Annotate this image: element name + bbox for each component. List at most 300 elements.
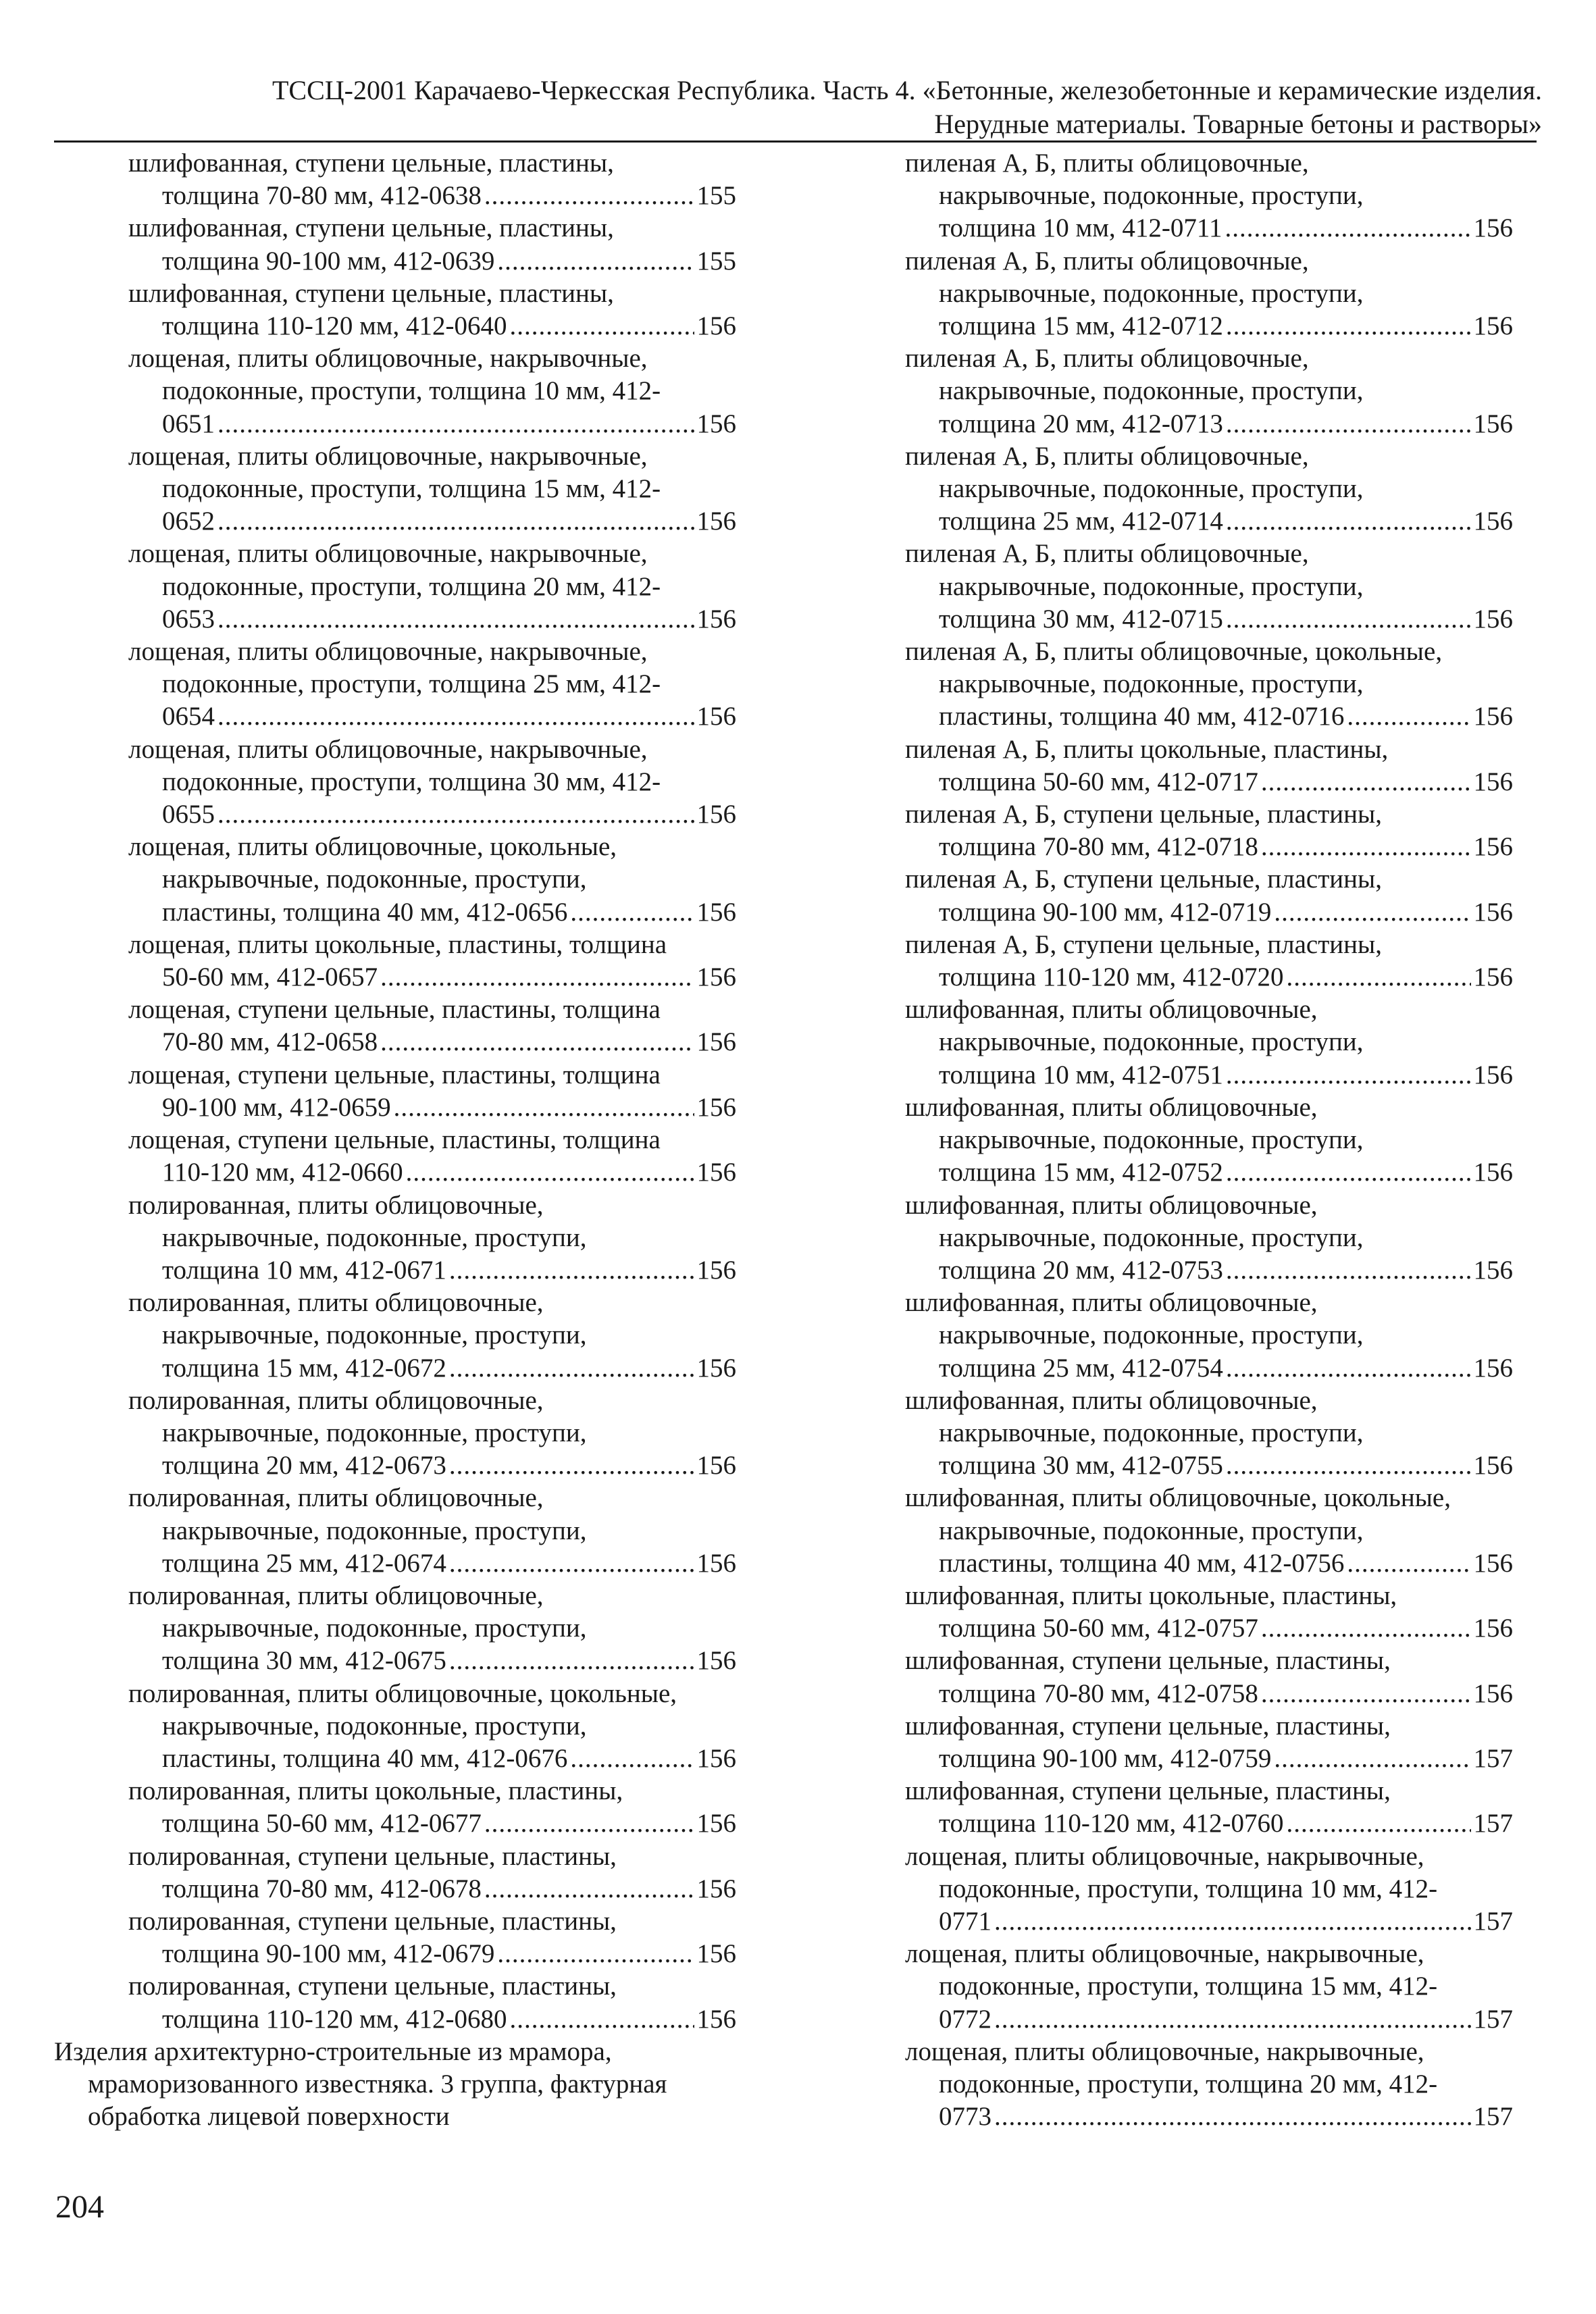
dot-leader [217,408,694,440]
entry-page-number: 156 [1473,604,1513,634]
entry-page-number: 156 [1473,213,1513,243]
index-entry [54,440,736,538]
entry-text: толщина 10 мм, 412-0751 [939,1060,1223,1089]
entry-text: толщина 50-60 мм, 412-0757 [939,1614,1258,1643]
entry-page-number: 156 [696,1255,736,1285]
entry-text: 90-100 мм, 412-0659 [162,1092,391,1122]
dot-leader [1226,408,1471,440]
entry-text: накрывочные, подоконные, проступи, [162,1614,587,1643]
entry-text: толщина 30 мм, 412-0715 [939,604,1223,634]
entry-text: пиленая А, Б, плиты облицовочные, [905,441,1309,471]
entry-text: толщина 30 мм, 412-0675 [162,1646,446,1676]
entry-text: 0654 [162,702,215,731]
entry-text: пиленая А, Б, плиты облицовочные, цокольные, [905,637,1443,667]
dot-leader [1226,1059,1471,1091]
dot-leader [509,310,694,342]
dot-leader [570,896,694,929]
entry-last-line [905,2003,1513,2036]
dot-leader [497,245,694,278]
dot-leader [994,1905,1471,1938]
dot-leader [1347,700,1470,733]
entry-page-number: 156 [696,1939,736,1969]
entry-last-line [905,212,1513,245]
dot-leader [217,505,694,538]
entry-last-line [905,1059,1513,1091]
entry-page-number: 156 [696,507,736,536]
dot-leader [484,1873,694,1905]
entry-text: пиленая А, Б, плиты цокольные, пластины, [905,734,1389,764]
dot-leader [509,2003,694,2036]
entry-text: лощеная, плиты облицовочные, накрывочные, [905,1841,1424,1871]
entry-text: пиленая А, Б, ступени цельные, пластины, [905,865,1382,894]
entry-text: подоконные, проступи, толщина 25 мм, 412- [162,669,661,699]
dot-leader [380,1026,694,1058]
entry-text: лощеная, ступени цельные, пластины, толщина [128,1125,661,1155]
entry-text: толщина 15 мм, 412-0712 [939,311,1223,341]
entry-page-number: 157 [1473,1743,1513,1773]
entry-text: накрывочные, подоконные, проступи, [939,571,1364,601]
entry-text: лощеная, плиты облицовочные, накрывочные, [128,734,648,764]
entry-text: шлифованная, ступени цельные, пластины, [128,278,614,308]
dot-leader [1226,310,1471,342]
index-entry [54,1580,736,1678]
entry-text: накрывочные, подоконные, проступи, [939,474,1364,504]
index-entry [54,1287,736,1385]
header-rule [54,140,1537,143]
entry-last-line [905,961,1513,994]
entry-page-number: 156 [1473,767,1513,796]
entry-text: подоконные, проступи, толщина 30 мм, 412- [162,767,661,796]
entry-text: шлифованная, плиты облицовочные, цокольные, [905,1483,1451,1513]
entry-text: лощеная, ступени цельные, пластины, толщина [128,995,661,1025]
entry-text: толщина 20 мм, 412-0753 [939,1255,1223,1285]
entry-last-line [905,1612,1513,1645]
entry-text: толщина 90-100 мм, 412-0679 [162,1939,495,1969]
entry-last-line [54,2003,736,2036]
dot-leader [1226,1156,1471,1189]
entry-text: шлифованная, плиты облицовочные, [905,1385,1318,1415]
entry-text: 0652 [162,507,215,536]
entry-page-number: 156 [1473,1158,1513,1187]
entry-text: толщина 90-100 мм, 412-0759 [939,1743,1272,1773]
header-title-line-2: Нерудные материалы. Товарные бетоны и растворы» [934,109,1542,139]
entry-last-line [905,1352,1513,1385]
index-entry [54,342,736,440]
entry-last-line [54,245,736,278]
index-entry [54,147,736,212]
entry-text: толщина 50-60 мм, 412-0717 [939,767,1258,796]
section-heading [54,2036,736,2134]
entry-text: 70-80 мм, 412-0658 [162,1027,378,1057]
entry-last-line [905,700,1513,733]
entry-text: 0653 [162,604,215,634]
entry-last-line [905,1449,1513,1482]
entry-text: пластины, толщина 40 мм, 412-0716 [939,702,1345,731]
entry-text: полированная, ступени цельные, пластины, [128,1841,617,1871]
dot-leader [449,1352,694,1385]
entry-page-number: 157 [1473,2102,1513,2132]
entry-text: шлифованная, плиты облицовочные, [905,995,1318,1025]
entry-text: пластины, толщина 40 мм, 412-0756 [939,1548,1345,1578]
entry-text: накрывочные, подоконные, проступи, [162,1711,587,1741]
entry-text: шлифованная, ступени цельные, пластины, [128,149,614,178]
index-entry [905,929,1513,994]
dot-leader [1226,603,1471,636]
dot-leader [1286,961,1470,994]
entry-last-line [905,766,1513,798]
entry-last-line [905,1156,1513,1189]
entry-text: шлифованная, плиты цокольные, пластины, [905,1580,1397,1610]
entry-last-line [905,2101,1513,2133]
entry-text: полированная, плиты облицовочные, [128,1580,544,1610]
dot-leader [406,1156,694,1189]
entry-text: толщина 20 мм, 412-0713 [939,409,1223,438]
entry-last-line [905,896,1513,929]
entry-page-number: 156 [696,800,736,829]
entry-text: пиленая А, Б, плиты облицовочные, [905,344,1309,374]
entry-text: полированная, плиты облицовочные, [128,1288,544,1318]
entry-page-number: 156 [1473,1451,1513,1481]
entry-text: толщина 110-120 мм, 412-0680 [162,2004,507,2034]
entry-page-number: 156 [696,1353,736,1383]
entry-text: шлифованная, плиты облицовочные, [905,1190,1318,1220]
index-entry [905,863,1513,928]
entry-text: толщина 25 мм, 412-0674 [162,1548,446,1578]
dot-leader [1261,1678,1471,1710]
entry-last-line [54,1449,736,1482]
dot-leader [1226,1254,1471,1287]
entry-text: толщина 20 мм, 412-0673 [162,1451,446,1481]
entry-text: накрывочные, подоконные, проступи, [939,1223,1364,1252]
index-entry [54,734,736,831]
left-column [54,147,736,2133]
entry-text: шлифованная, ступени цельные, пластины, [905,1776,1391,1806]
entry-text: пиленая А, Б, плиты облицовочные, [905,246,1309,276]
entry-text: лощеная, плиты облицовочные, накрывочные, [128,441,648,471]
entry-text: накрывочные, подоконные, проступи, [939,1320,1364,1350]
entry-last-line [905,1547,1513,1580]
index-entry [905,636,1513,734]
entry-last-line [905,1807,1513,1840]
entry-text: толщина 25 мм, 412-0714 [939,507,1223,536]
entry-last-line [905,1254,1513,1287]
entry-page-number: 156 [696,1092,736,1122]
entry-text: накрывочные, подоконные, проступи, [939,181,1364,211]
index-entry [905,798,1513,863]
index-entry [54,929,736,994]
entry-text: лощеная, плиты облицовочные, накрывочные, [128,637,648,667]
index-entry [905,1645,1513,1709]
page-number: 204 [55,2189,104,2225]
entry-text: подоконные, проступи, толщина 10 мм, 412- [939,1874,1438,1903]
entry-text: толщина 15 мм, 412-0672 [162,1353,446,1383]
entry-text: шлифованная, ступени цельные, пластины, [128,213,614,243]
entry-text: накрывочные, подоконные, проступи, [162,1320,587,1350]
entry-text: толщина 70-80 мм, 412-0758 [939,1678,1258,1708]
dot-leader [994,2003,1471,2036]
entry-page-number: 156 [696,2004,736,2034]
entry-text: накрывочные, подоконные, проступи, [939,1418,1364,1447]
entry-page-number: 156 [696,409,736,438]
entry-text: пиленая А, Б, ступени цельные, пластины, [905,929,1382,959]
header-title-line-1: ТССЦ-2001 Карачаево-Черкесская Республика. Часть 4. «Бетонные, железобетонные и керамические изделия. [272,75,1542,105]
dot-leader [994,2101,1471,2133]
entry-page-number: 156 [1473,1548,1513,1578]
entry-text: лощеная, плиты облицовочные, накрывочные, [905,1939,1424,1969]
entry-page-number: 156 [696,1027,736,1057]
dot-leader [217,700,694,733]
entry-page-number: 156 [1473,1060,1513,1089]
entry-text: шлифованная, плиты облицовочные, [905,1092,1318,1122]
entry-text: толщина 15 мм, 412-0752 [939,1158,1223,1187]
dot-leader [1226,1352,1471,1385]
entry-text: пластины, толщина 40 мм, 412-0656 [162,897,568,927]
heading-line: обработка лицевой поверхности [88,2102,450,2132]
entry-text: пиленая А, Б, ступени цельные, пластины, [905,800,1382,829]
entry-last-line [905,1743,1513,1775]
dot-leader [1225,212,1470,245]
entry-last-line [905,310,1513,342]
entry-text: 0771 [939,1906,992,1936]
entry-page-number: 156 [696,311,736,341]
entry-last-line [54,1938,736,1970]
index-entry [54,538,736,636]
entry-page-number: 156 [696,897,736,927]
entry-text: полированная, плиты облицовочные, цокольные, [128,1678,677,1708]
entry-page-number: 156 [1473,1678,1513,1708]
dot-leader [484,1807,694,1840]
entry-text: подоконные, проступи, толщина 20 мм, 412- [162,571,661,601]
dot-leader [1274,1743,1470,1775]
index-entry [54,212,736,277]
entry-text: толщина 70-80 мм, 412-0638 [162,181,482,211]
index-entry [905,147,1513,245]
entry-page-number: 156 [696,962,736,992]
entry-text: толщина 10 мм, 412-0671 [162,1255,446,1285]
entry-page-number: 156 [1473,1614,1513,1643]
index-entry [54,994,736,1058]
entry-page-number: 156 [1473,962,1513,992]
entry-text: 110-120 мм, 412-0660 [162,1158,403,1187]
entry-text: подоконные, проступи, толщина 20 мм, 412- [939,2069,1438,2099]
entry-page-number: 156 [1473,897,1513,927]
index-entry [54,278,736,342]
dot-leader [1226,1449,1471,1482]
entry-text: толщина 25 мм, 412-0754 [939,1353,1223,1383]
entry-text: накрывочные, подоконные, проступи, [939,1027,1364,1057]
entry-text: накрывочные, подоконные, проступи, [939,669,1364,699]
entry-last-line [54,1156,736,1189]
index-entry [54,1678,736,1776]
index-entry [905,342,1513,440]
entry-text: шлифованная, плиты облицовочные, [905,1288,1318,1318]
entry-text: толщина 70-80 мм, 412-0678 [162,1874,482,1903]
entry-last-line [905,603,1513,636]
index-entry [905,2036,1513,2134]
index-entry [54,1841,736,1905]
index-entry [54,1775,736,1840]
entry-text: подоконные, проступи, толщина 15 мм, 412- [939,1972,1438,2001]
index-entry [905,1287,1513,1385]
entry-text: шлифованная, ступени цельные, пластины, [905,1711,1391,1741]
dot-leader [394,1091,694,1124]
entry-page-number: 156 [696,1451,736,1481]
entry-page-number: 157 [1473,1906,1513,1936]
index-entry [54,1059,736,1124]
entry-last-line [54,408,736,440]
entry-page-number: 156 [696,1158,736,1187]
dot-leader [1347,1547,1470,1580]
entry-page-number: 156 [696,1809,736,1839]
index-entry [905,994,1513,1091]
dot-leader [570,1743,694,1775]
entry-text: подоконные, проступи, толщина 15 мм, 412- [162,474,661,504]
entry-text: толщина 70-80 мм, 412-0718 [939,832,1258,862]
entry-text: 0773 [939,2102,992,2132]
entry-text: толщина 30 мм, 412-0755 [939,1451,1223,1481]
entry-last-line [54,180,736,212]
entry-page-number: 156 [696,1874,736,1903]
entry-page-number: 156 [696,604,736,634]
entry-text: накрывочные, подоконные, проступи, [939,1125,1364,1155]
dot-leader [217,798,694,831]
index-entry [905,538,1513,636]
entry-last-line [905,1678,1513,1710]
dot-leader [449,1254,694,1287]
entry-last-line [54,1026,736,1058]
entry-text: накрывочные, подоконные, проступи, [939,376,1364,406]
entry-last-line [54,603,736,636]
entry-text: пиленая А, Б, плиты облицовочные, [905,539,1309,569]
entry-page-number: 156 [696,1646,736,1676]
entry-last-line [54,1873,736,1905]
entry-text: толщина 90-100 мм, 412-0639 [162,246,495,276]
index-entry [905,1710,1513,1775]
entry-text: накрывочные, подоконные, проступи, [162,1418,587,1447]
entry-last-line [905,408,1513,440]
entry-text: 0651 [162,409,215,438]
entry-last-line [54,1743,736,1775]
entry-text: лощеная, ступени цельные, пластины, толщина [128,1060,661,1089]
entry-text: пластины, толщина 40 мм, 412-0676 [162,1743,568,1773]
index-entry [54,1905,736,1970]
entry-last-line [54,1091,736,1124]
entry-text: толщина 110-120 мм, 412-0760 [939,1809,1284,1839]
heading-line: мраморизованного известняка. 3 группа, фактурная [88,2069,667,2099]
entry-last-line [54,1352,736,1385]
index-entry [905,1091,1513,1189]
entry-last-line [54,1254,736,1287]
index-entry [54,1970,736,2035]
index-entry [54,636,736,734]
index-entry [54,1124,736,1189]
entry-last-line [54,1807,736,1840]
entry-page-number: 156 [696,702,736,731]
dot-leader [449,1645,694,1677]
entry-text: 0655 [162,800,215,829]
entry-page-number: 156 [1473,1255,1513,1285]
entry-text: полированная, плиты облицовочные, [128,1483,544,1513]
entry-last-line [905,1905,1513,1938]
dot-leader [380,961,694,994]
dot-leader [217,603,694,636]
entry-page-number: 157 [1473,2004,1513,2034]
dot-leader [484,180,694,212]
index-entry [905,1841,1513,1938]
entry-last-line [54,798,736,831]
dot-leader [1261,831,1471,863]
entry-text: подоконные, проступи, толщина 10 мм, 412- [162,376,661,406]
entry-text: пиленая А, Б, плиты облицовочные, [905,149,1309,178]
entry-text: накрывочные, подоконные, проступи, [939,1516,1364,1545]
index-entry [54,1189,736,1287]
entry-page-number: 156 [1473,1353,1513,1383]
entry-text: полированная, плиты облицовочные, [128,1190,544,1220]
entry-text: лощеная, плиты облицовочные, накрывочные, [128,539,648,569]
index-entry [54,831,736,929]
entry-page-number: 156 [1473,832,1513,862]
dot-leader [1261,766,1471,798]
index-entry [905,1385,1513,1483]
entry-text: толщина 50-60 мм, 412-0677 [162,1809,482,1839]
dot-leader [449,1449,694,1482]
dot-leader [1274,896,1470,929]
entry-last-line [905,505,1513,538]
entry-page-number: 156 [696,1548,736,1578]
entry-text: накрывочные, подоконные, проступи, [162,865,587,894]
page-header [0,0,1596,149]
index-entry [905,1938,1513,2036]
entry-text: полированная, ступени цельные, пластины, [128,1972,617,2001]
entry-last-line [54,1645,736,1677]
entry-text: лощеная, плиты облицовочные, цокольные, [128,832,617,862]
right-column [905,147,1513,2133]
heading-line: Изделия архитектурно-строительные из мрамора, [54,2036,612,2066]
entry-page-number: 156 [1473,311,1513,341]
entry-text: толщина 110-120 мм, 412-0640 [162,311,507,341]
entry-page-number: 155 [696,181,736,211]
index-entry [54,1482,736,1580]
index-entry [905,1482,1513,1580]
entry-text: накрывочные, подоконные, проступи, [162,1516,587,1545]
entry-last-line [54,310,736,342]
entry-text: толщина 110-120 мм, 412-0720 [939,962,1284,992]
entry-last-line [54,700,736,733]
entry-text: шлифованная, ступени цельные, пластины, [905,1646,1391,1676]
entry-page-number: 156 [1473,409,1513,438]
dot-leader [449,1547,694,1580]
index-entry [905,245,1513,343]
entry-last-line [54,1547,736,1580]
entry-text: 0772 [939,2004,992,2034]
dot-leader [497,1938,694,1970]
entry-text: толщина 90-100 мм, 412-0719 [939,897,1272,927]
index-entry [54,1385,736,1483]
entry-last-line [54,961,736,994]
entry-page-number: 156 [1473,702,1513,731]
entry-text: лощеная, плиты облицовочные, накрывочные, [905,2036,1424,2066]
entry-page-number: 156 [1473,507,1513,536]
entry-text: толщина 10 мм, 412-0711 [939,213,1222,243]
dot-leader [1261,1612,1471,1645]
dot-leader [1286,1807,1470,1840]
entry-text: лощеная, плиты цокольные, пластины, толщина [128,929,667,959]
entry-text: полированная, плиты цокольные, пластины, [128,1776,623,1806]
entry-text: 50-60 мм, 412-0657 [162,962,378,992]
index-entry [905,1580,1513,1645]
entry-text: лощеная, плиты облицовочные, накрывочные, [128,344,648,374]
index-entry [905,1189,1513,1287]
